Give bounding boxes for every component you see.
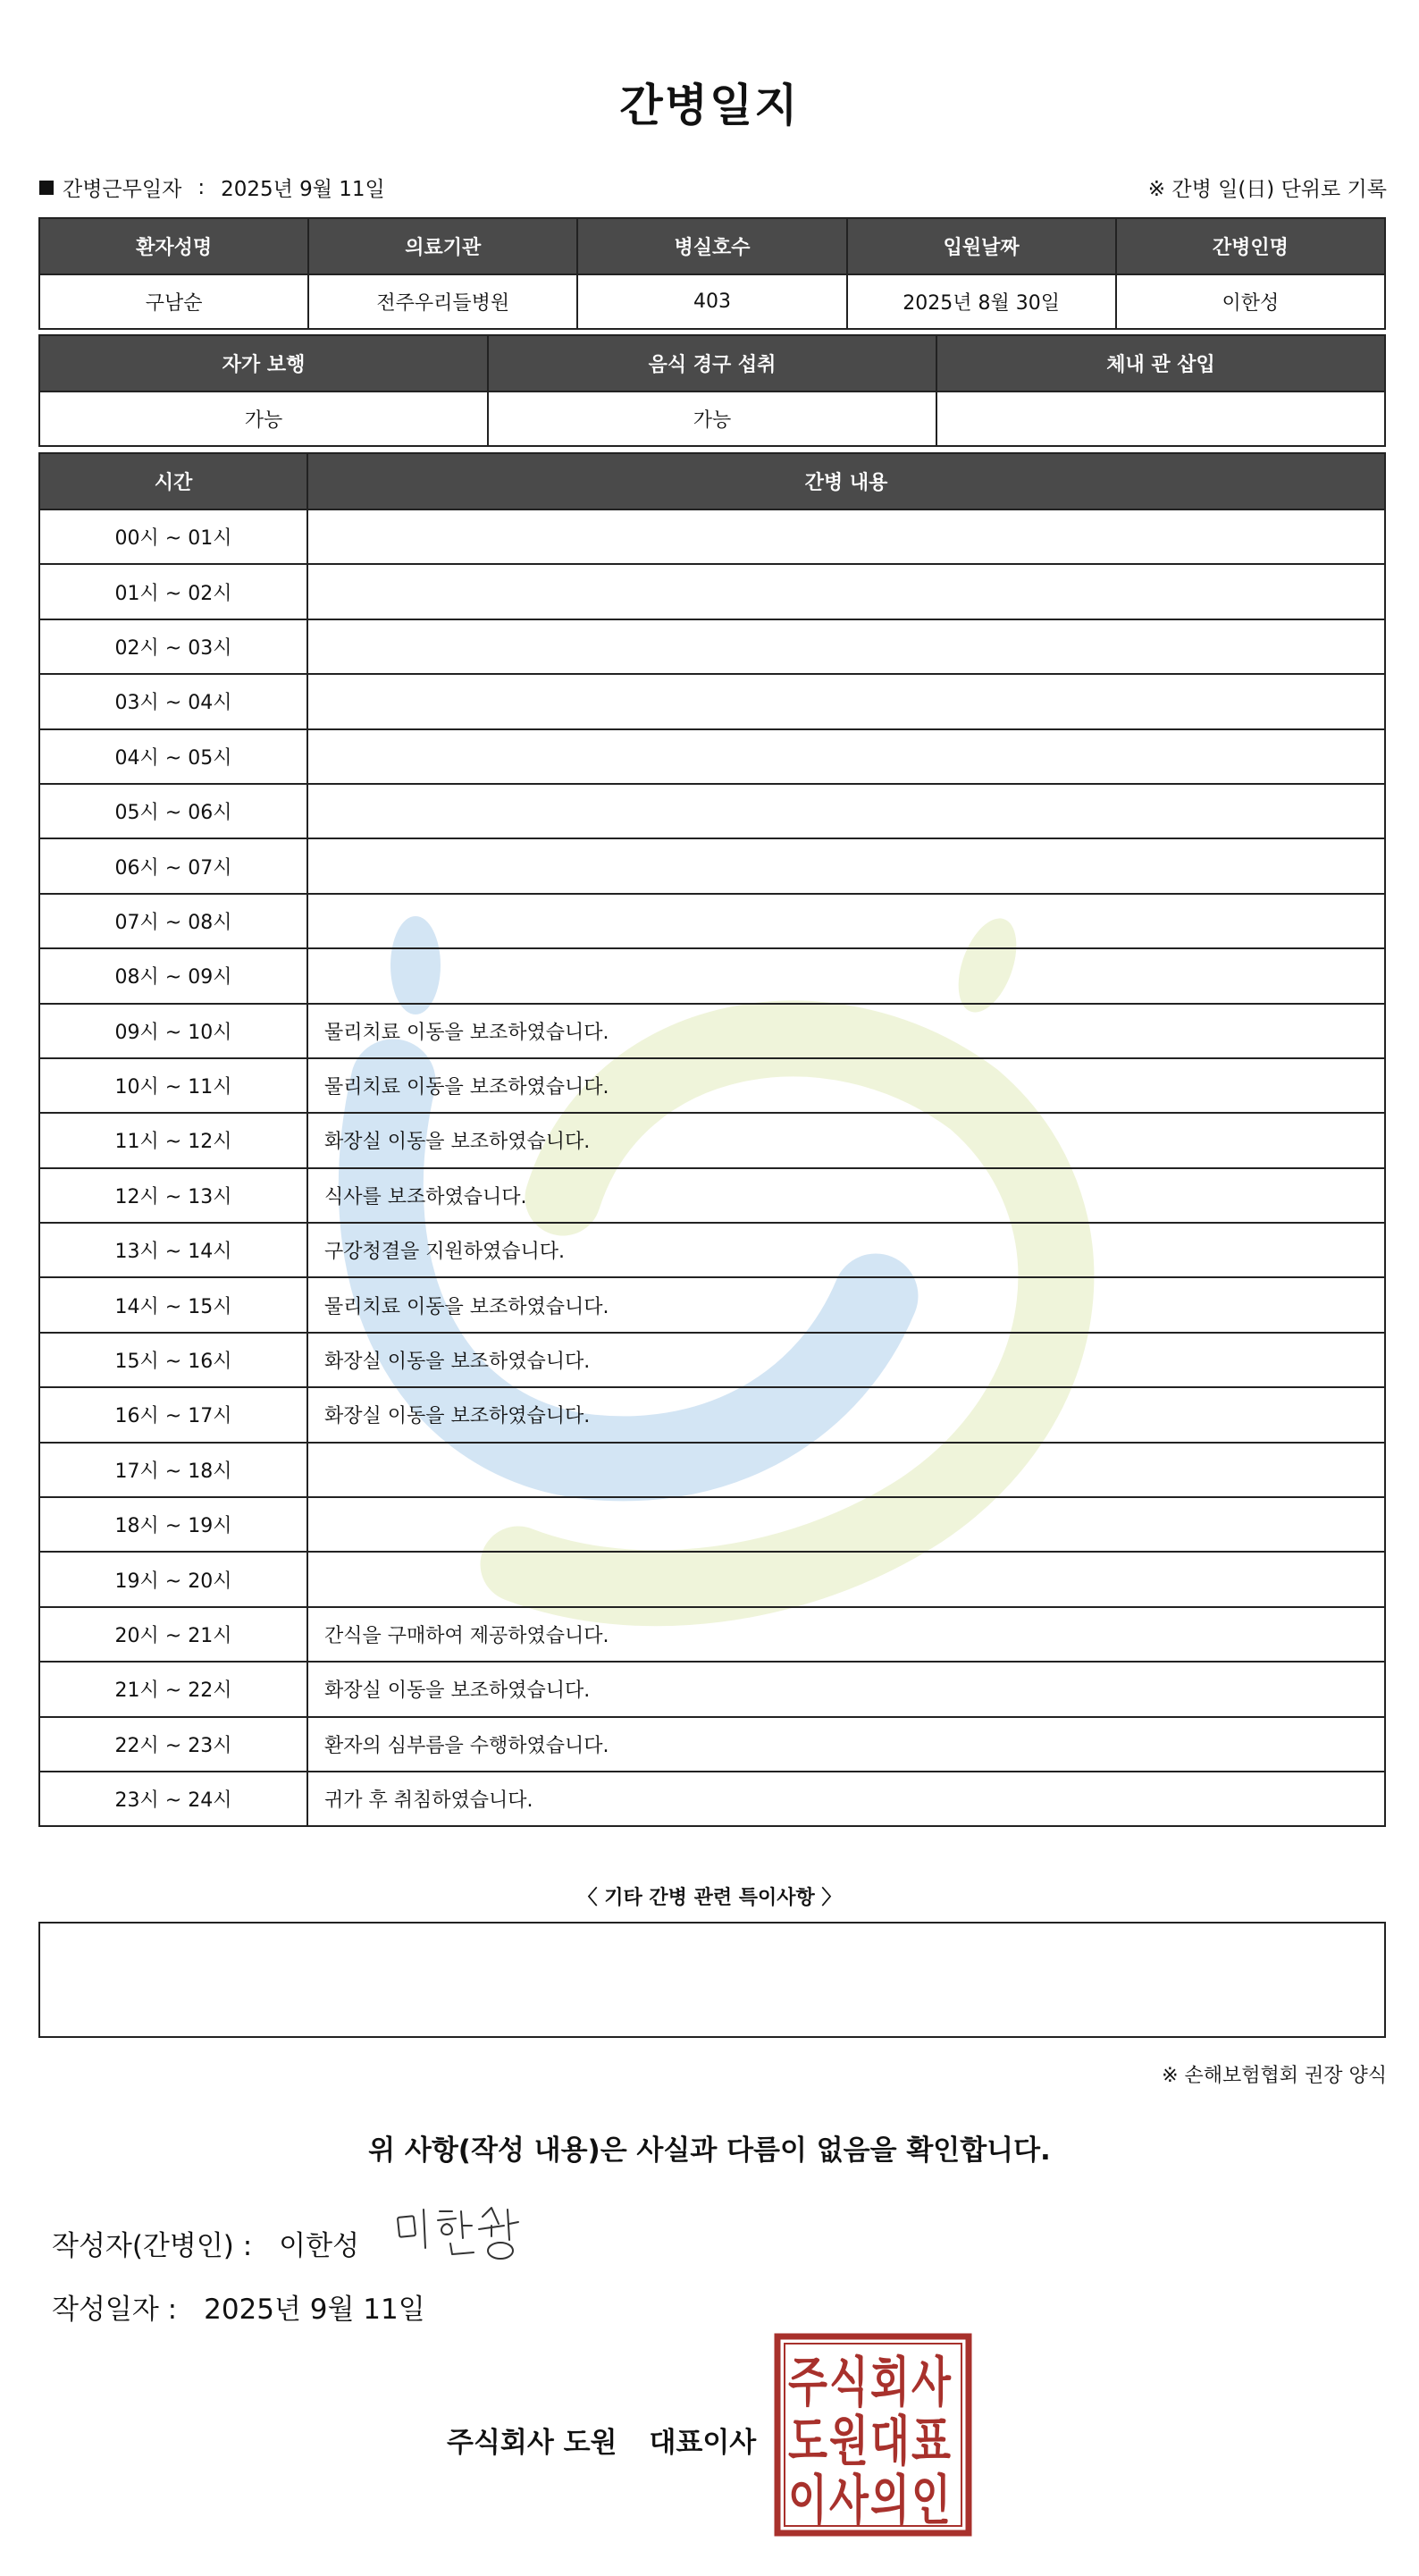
table-row (39, 1772, 1385, 1826)
header-room: 병실호수 (577, 218, 846, 274)
care-content-cell (307, 564, 1385, 619)
patient-info-table (38, 217, 1386, 330)
table-row (39, 1168, 1385, 1223)
care-log-table (38, 452, 1386, 1827)
time-cell: 20시 ~ 21시 (39, 1607, 307, 1662)
company-rep: 대표이사 (649, 2427, 757, 2459)
time-cell: 09시 ~ 10시 (39, 1004, 307, 1058)
care-content-cell (307, 1497, 1385, 1552)
table-row (39, 784, 1385, 838)
care-content-cell (307, 729, 1385, 784)
time-cell: 16시 ~ 17시 (39, 1387, 307, 1442)
admission-date: 2025년 8월 30일 (847, 274, 1116, 329)
time-cell: 00시 ~ 01시 (39, 509, 307, 564)
time-cell: 01시 ~ 02시 (39, 564, 307, 619)
header-caregiver-name: 간병인명 (1116, 218, 1385, 274)
care-content-cell: 물리치료 이동을 보조하였습니다. (307, 1058, 1385, 1113)
header-admission-date: 입원날짜 (847, 218, 1116, 274)
table-row (39, 1333, 1385, 1387)
seal-character: 이 (788, 2470, 827, 2532)
header-care-content: 간병 내용 (307, 453, 1385, 509)
care-content-cell: 간식을 구매하여 제공하였습니다. (307, 1607, 1385, 1662)
table-row (39, 1497, 1385, 1552)
care-content-cell (307, 784, 1385, 838)
table-row (39, 1223, 1385, 1277)
writer-line (52, 2223, 359, 2263)
header-hospital: 의료기관 (308, 218, 577, 274)
seal-character: 인 (911, 2470, 951, 2532)
writer-name: 이한성 (279, 2230, 360, 2262)
seal-character: 도 (788, 2411, 828, 2473)
table-row (39, 1607, 1385, 1662)
work-date-label: 간병근무일자 (63, 178, 182, 201)
care-content-cell (307, 1552, 1385, 1606)
written-date-label: 작성일자 : (52, 2294, 178, 2326)
oral-intake-value: 가능 (488, 391, 936, 446)
care-content-cell (307, 619, 1385, 674)
time-cell: 02시 ~ 03시 (39, 619, 307, 674)
time-cell: 17시 ~ 18시 (39, 1443, 307, 1497)
time-cell: 18시 ~ 19시 (39, 1497, 307, 1552)
time-cell: 19시 ~ 20시 (39, 1552, 307, 1606)
time-cell: 21시 ~ 22시 (39, 1662, 307, 1716)
tube-insertion-value (936, 391, 1385, 446)
work-date-value: 2025년 9월 11일 (221, 178, 385, 201)
table-row (39, 1443, 1385, 1497)
table-row (39, 894, 1385, 948)
care-content-cell (307, 948, 1385, 1003)
care-content-cell: 구강청결을 지원하였습니다. (307, 1223, 1385, 1277)
time-cell: 11시 ~ 12시 (39, 1113, 307, 1167)
table-row (39, 1552, 1385, 1606)
seal-character: 사 (829, 2470, 869, 2532)
seal-character: 주 (788, 2352, 828, 2414)
header-oral-intake: 음식 경구 섭취 (488, 335, 936, 391)
care-content-cell (307, 1443, 1385, 1497)
care-content-cell: 화장실 이동을 보조하였습니다. (307, 1113, 1385, 1167)
time-cell: 15시 ~ 16시 (39, 1333, 307, 1387)
time-cell: 07시 ~ 08시 (39, 894, 307, 948)
unit-note: ※ 간병 일(日) 단위로 기록 (1147, 178, 1387, 201)
table-row (39, 1717, 1385, 1772)
seal-character: 대 (870, 2411, 910, 2473)
time-cell: 10시 ~ 11시 (39, 1058, 307, 1113)
company-name: 주식회사 도원 (447, 2427, 617, 2459)
table-row (39, 1387, 1385, 1442)
table-row (39, 729, 1385, 784)
header-self-walking: 자가 보행 (39, 335, 488, 391)
table-row (39, 1277, 1385, 1332)
seal-character: 의 (870, 2470, 910, 2532)
patient-status-table (38, 334, 1386, 447)
care-content-cell: 물리치료 이동을 보조하였습니다. (307, 1004, 1385, 1058)
table-row (39, 1113, 1385, 1167)
self-walking-value: 가능 (39, 391, 488, 446)
written-date-value: 2025년 9월 11일 (204, 2294, 425, 2326)
table-row (39, 674, 1385, 728)
table-row (39, 1662, 1385, 1716)
colon: : (197, 175, 206, 199)
care-content-cell (307, 894, 1385, 948)
care-content-cell: 귀가 후 취침하였습니다. (307, 1772, 1385, 1826)
care-content-cell: 화장실 이동을 보조하였습니다. (307, 1662, 1385, 1716)
table-row (39, 1058, 1385, 1113)
care-content-cell: 물리치료 이동을 보조하였습니다. (307, 1277, 1385, 1332)
table-row (39, 838, 1385, 893)
handwritten-signature (393, 2199, 545, 2270)
time-cell: 22시 ~ 23시 (39, 1717, 307, 1772)
care-content-cell (307, 509, 1385, 564)
table-row (39, 948, 1385, 1003)
header-patient-name: 환자성명 (39, 218, 308, 274)
time-cell: 06시 ~ 07시 (39, 838, 307, 893)
time-cell: 12시 ~ 13시 (39, 1168, 307, 1223)
time-cell: 14시 ~ 15시 (39, 1277, 307, 1332)
time-cell: 23시 ~ 24시 (39, 1772, 307, 1826)
care-content-cell (307, 838, 1385, 893)
care-content-cell: 식사를 보조하였습니다. (307, 1168, 1385, 1223)
room-number: 403 (577, 274, 846, 329)
care-content-cell: 화장실 이동을 보조하였습니다. (307, 1333, 1385, 1387)
care-content-cell: 환자의 심부름을 수행하였습니다. (307, 1717, 1385, 1772)
seal-character: 식 (829, 2352, 869, 2414)
header-time: 시간 (39, 453, 307, 509)
time-cell: 05시 ~ 06시 (39, 784, 307, 838)
care-content-cell: 화장실 이동을 보조하였습니다. (307, 1387, 1385, 1442)
notes-title: 〈 기타 간병 관련 특이사항 〉 (577, 1887, 842, 1909)
table-row (39, 509, 1385, 564)
seal-character: 회 (870, 2352, 910, 2414)
notes-box (38, 1922, 1386, 2038)
confirmation-statement: 위 사항(작성 내용)은 사실과 다름이 없음을 확인합니다. (368, 2134, 1051, 2167)
table-row (39, 1004, 1385, 1058)
writer-label: 작성자(간병인) : (52, 2230, 253, 2262)
company-line (447, 2420, 756, 2460)
hospital-name: 전주우리들병원 (308, 274, 577, 329)
form-footnote: ※ 손해보험협회 권장 양식 (1162, 2065, 1387, 2087)
care-content-cell (307, 674, 1385, 728)
work-date-line (39, 173, 385, 202)
square-bullet-icon (39, 181, 54, 195)
caregiver-name: 이한성 (1116, 274, 1385, 329)
seal-character: 원 (829, 2411, 869, 2473)
company-seal (774, 2333, 972, 2537)
time-cell: 08시 ~ 09시 (39, 948, 307, 1003)
table-row (39, 619, 1385, 674)
header-tube-insertion: 체내 관 삽입 (936, 335, 1385, 391)
patient-name: 구남순 (39, 274, 308, 329)
table-row (39, 564, 1385, 619)
page-title: 간병일지 (619, 80, 800, 131)
seal-character: 사 (911, 2352, 952, 2414)
time-cell: 03시 ~ 04시 (39, 674, 307, 728)
seal-character: 표 (911, 2411, 952, 2473)
time-cell: 13시 ~ 14시 (39, 1223, 307, 1277)
time-cell: 04시 ~ 05시 (39, 729, 307, 784)
written-date-line (52, 2286, 425, 2327)
